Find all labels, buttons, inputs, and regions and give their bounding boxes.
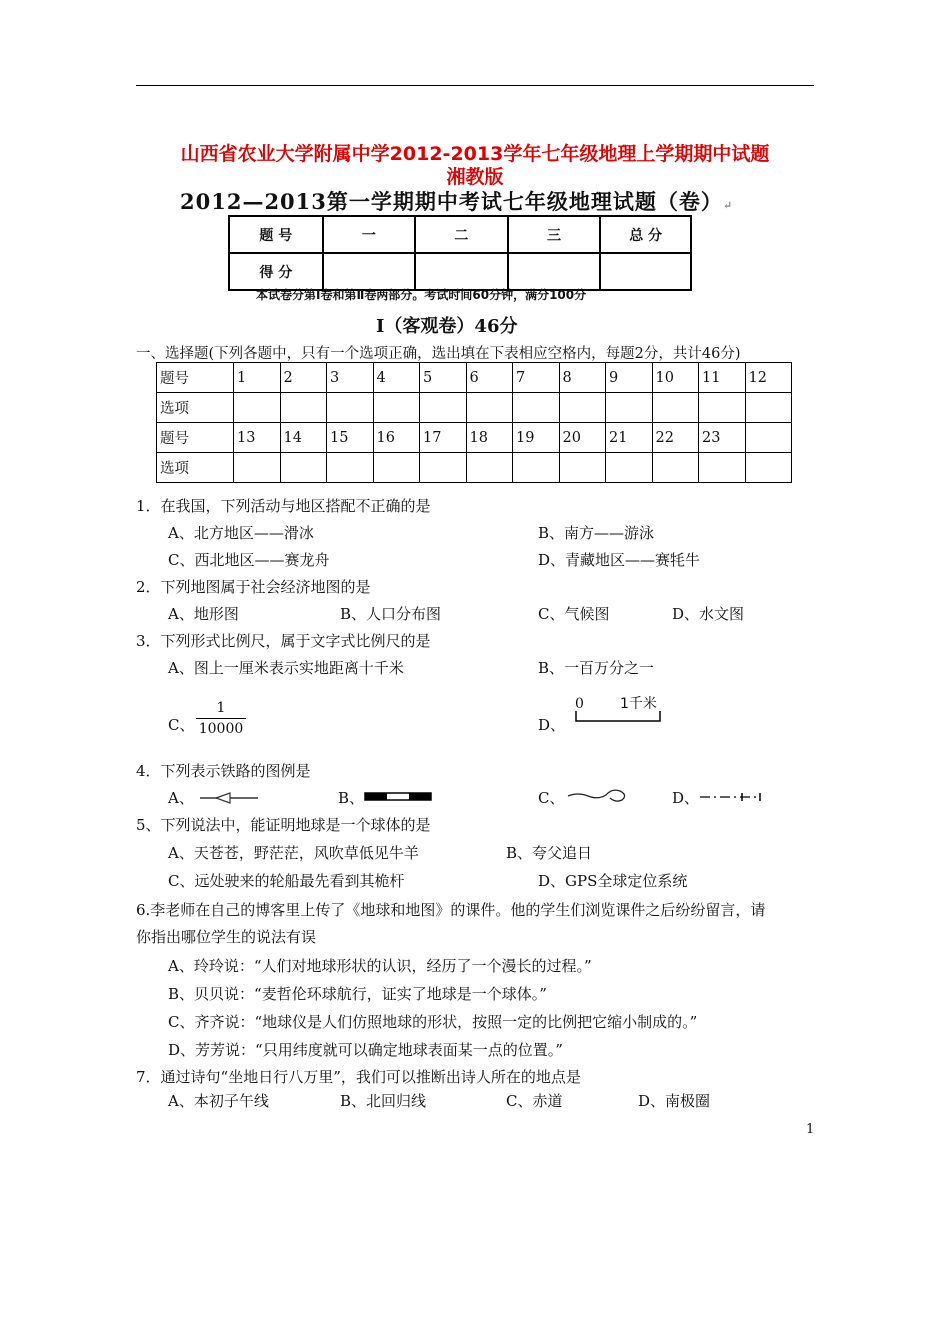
answer-cell[interactable] [699,393,746,423]
answer-cell[interactable] [559,393,606,423]
line-scale-zero: 0 [575,696,584,712]
answer-table-row [157,423,792,453]
fraction-numerator: 1 [216,700,226,716]
question-5-option-a[interactable]: A、天苍苍，野茫茫，风吹草低见牛羊 [168,844,419,862]
score-header-cell: 二 [415,216,508,253]
question-3-option-b[interactable]: B、一百万分之一 [538,659,655,677]
answer-cell[interactable] [327,393,374,423]
answer-num-cell: 16 [373,423,420,453]
question-4-option-d[interactable]: D、 [672,789,700,807]
answer-num-cell: 8 [559,363,606,393]
answer-num-cell: 18 [466,423,513,453]
line-scale-bar [574,710,664,724]
question-5-option-d[interactable]: D、GPS全球定位系统 [538,872,688,890]
answer-label-cell: 选项 [157,393,234,423]
answer-num-cell: 11 [699,363,746,393]
answer-cell[interactable] [559,453,606,483]
answer-table-row [157,393,792,423]
question-5-option-b[interactable]: B、夸父追日 [506,844,593,862]
question-1-option-b[interactable]: B、南方——游泳 [538,524,655,542]
answer-cell[interactable] [280,393,327,423]
answer-num-cell: 21 [606,423,653,453]
question-6-option-b[interactable]: B、贝贝说：“麦哲伦环球航行，证实了地球是一个球体。” [168,985,547,1003]
answer-num-cell: 2 [280,363,327,393]
answer-num-cell: 15 [327,423,374,453]
score-cell[interactable] [323,253,416,290]
answer-cell[interactable] [606,453,653,483]
answer-num-cell: 13 [234,423,281,453]
question-1-stem: 1．在我国，下列活动与地区搭配不正确的是 [136,497,431,515]
page-number: 1 [806,1122,815,1137]
answer-num-cell: 10 [652,363,699,393]
question-2-option-c[interactable]: C、气候图 [538,605,610,623]
score-header-cell: 题 号 [229,216,323,253]
question-2-option-d[interactable]: D、水文图 [672,605,745,623]
line-scale-length: 1千米 [620,696,657,712]
question-4-option-b[interactable]: B、 [338,789,365,807]
answer-cell[interactable] [606,393,653,423]
answer-cell[interactable] [466,393,513,423]
river-legend-icon [566,786,630,806]
question-5-option-c[interactable]: C、远处驶来的轮船最先看到其桅杆 [168,872,405,890]
answer-table [156,362,792,483]
answer-num-cell: 17 [420,423,467,453]
fraction-denominator: 10000 [198,721,244,737]
question-6-option-a[interactable]: A、玲玲说：“人们对地球形状的认识，经历了一个漫长的过程。” [168,957,592,975]
answer-num-cell: 19 [513,423,560,453]
document-title: 山西省农业大学附属中学2012-2013学年七年级地理上学期期中试题 [180,143,770,165]
answer-num-cell: 9 [606,363,653,393]
answer-cell[interactable] [280,453,327,483]
score-cell[interactable] [508,253,601,290]
question-3-option-c[interactable] [168,714,194,735]
exam-note: 本试卷分第Ⅰ卷和第Ⅱ卷两部分。考试时间60分钟，满分100分 [256,288,587,302]
question-6-option-d[interactable]: D、芳芳说：“只用纬度就可以确定地球表面某一点的位置。” [168,1041,563,1059]
answer-cell[interactable] [234,453,281,483]
answer-num-cell: 20 [559,423,606,453]
answer-label-cell: 题号 [157,423,234,453]
question-1-option-d[interactable]: D、青藏地区——赛牦牛 [538,551,701,569]
question-4-option-c[interactable]: C、 [538,789,565,807]
answer-cell[interactable] [234,393,281,423]
question-7-option-a[interactable]: A、本初子午线 [168,1092,269,1110]
question-3-option-d-label: D、 [538,716,566,734]
answer-num-cell: 14 [280,423,327,453]
question-5-stem: 5、下列说法中，能证明地球是一个球体的是 [136,816,431,834]
question-6-option-c[interactable]: C、齐齐说：“地球仪是人们仿照地球的形状，按照一定的比例把它缩小制成的。” [168,1013,698,1031]
answer-cell[interactable] [327,453,374,483]
answer-num-cell: 22 [652,423,699,453]
question-2-option-a[interactable]: A、地形图 [168,605,239,623]
answer-cell[interactable] [652,393,699,423]
answer-num-cell [745,423,792,453]
answer-num-cell: 3 [327,363,374,393]
question-1-option-a[interactable]: A、北方地区——滑冰 [168,524,314,542]
fraction-bar [196,718,246,719]
answer-cell[interactable] [420,393,467,423]
answer-cell[interactable] [373,453,420,483]
answer-cell[interactable] [513,453,560,483]
answer-label-cell: 选项 [157,453,234,483]
question-2-option-b[interactable]: B、人口分布图 [340,605,442,623]
answer-num-cell: 23 [699,423,746,453]
boundary-legend-icon [698,790,762,804]
answer-num-cell: 4 [373,363,420,393]
question-1-option-c[interactable]: C、西北地区——赛龙舟 [168,551,330,569]
question-3-option-d[interactable] [538,714,565,735]
score-header-cell: 一 [323,216,416,253]
question-2-stem: 2．下列地图属于社会经济地图的是 [136,578,371,596]
answer-cell[interactable] [373,393,420,423]
legend-arrow-line-icon [198,790,260,804]
score-header-cell: 三 [508,216,601,253]
score-table [228,215,692,291]
answer-num-cell: 6 [466,363,513,393]
question-6-stem-line1: 6.李老师在自己的博客里上传了《地球和地图》的课件。他的学生们浏览课件之后纷纷留言，请 [136,901,766,919]
question-7-option-d[interactable]: D、南极圈 [638,1092,711,1110]
question-3-stem: 3．下列形式比例尺，属于文字式比例尺的是 [136,632,431,650]
answer-cell[interactable] [466,453,513,483]
question-6-stem-line2: 你指出哪位学生的说法有误 [136,928,317,946]
section-heading: Ⅰ（客观卷）46分 [376,316,518,337]
question-7-stem: 7．通过诗句“坐地日行八万里”，我们可以推断出诗人所在的地点是 [136,1068,581,1086]
answer-num-cell: 1 [234,363,281,393]
question-7-option-b[interactable]: B、北回归线 [340,1092,427,1110]
score-header-cell: 总 分 [600,216,691,253]
answer-num-cell: 5 [420,363,467,393]
answer-num-cell: 12 [745,363,792,393]
question-7-option-c[interactable]: C、赤道 [506,1092,563,1110]
question-4-option-a[interactable]: A、 [168,789,194,807]
answer-cell[interactable] [420,453,467,483]
document-subtitle: 湘教版 [446,166,504,188]
score-cell[interactable] [415,253,508,290]
question-3-option-c-label: C、 [168,716,195,734]
question-4-stem: 4．下列表示铁路的图例是 [136,762,311,780]
answer-cell[interactable] [745,453,792,483]
answer-table-row [157,453,792,483]
answer-cell[interactable] [513,393,560,423]
header-rule [136,85,814,86]
answer-label-cell: 题号 [157,363,234,393]
exam-title: 2012—2013第一学期期中考试七年级地理试题（卷）↵ [180,189,734,214]
section-intro: 一、选择题(下列各题中，只有一个选项正确，选出填在下表相应空格内，每题2分，共计46分) [136,346,741,362]
answer-num-cell: 7 [513,363,560,393]
answer-cell[interactable] [699,453,746,483]
answer-cell[interactable] [652,453,699,483]
answer-table-row [157,363,792,393]
fraction-scale [196,700,246,737]
score-label-cell: 得 分 [229,253,323,290]
score-cell[interactable] [600,253,691,290]
answer-cell[interactable] [745,393,792,423]
railway-legend-icon [364,791,432,803]
question-3-option-a[interactable]: A、图上一厘米表示实地距离十千米 [168,659,404,677]
